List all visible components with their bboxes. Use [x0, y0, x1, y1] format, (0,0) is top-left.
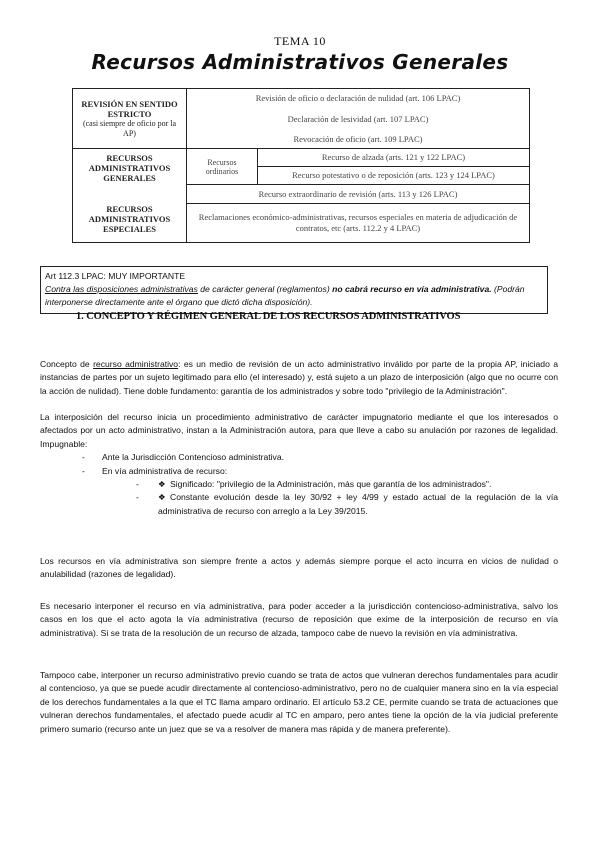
important-note-box [40, 266, 548, 314]
recursos-scheme-table [72, 88, 530, 243]
list-item: - Ante la Jurisdicción Contencioso administrativa. [80, 451, 558, 464]
paragraph-concepto: Concepto de recurso administrativo: es un medio de revisión de un acto administrativo inválido por parte de la propia AP, iniciado a instancias de partes por un sujeto legitimado para ello (el interesado) y, está sujeto a un plazo de interposición (algo que no ocurre con la acción de nulidad). Tiene doble fundamento: garantía de los administrados y sobre todo "privilegio de la Administración". [40, 359, 558, 396]
cell-especiales: Reclamaciones económico-administrativas, recursos especiales en materia de adjudicación de contratos, etc (arts. 112.2 y 4 LPAC) [187, 204, 530, 243]
cell-reposicion: Recurso potestativo o de reposición (arts. 123 y 124 LPAC) [258, 167, 530, 185]
cell-recursos-ordinarios: Recursos ordinarios [187, 149, 258, 185]
row-label-revision: REVISIÓN EN SENTIDO ESTRICTO (casi siempre de oficio por la AP) [73, 89, 187, 149]
cell-revocacion: Revocación de oficio (art. 109 LPAC) [187, 130, 530, 149]
note-heading: Art 112.3 LPAC: MUY IMPORTANTE [45, 271, 186, 281]
cell-lesividad: Declaración de lesividad (art. 107 LPAC) [187, 108, 530, 130]
topic-number: TEMA 10 [274, 34, 326, 48]
list-item: - En vía administrativa de recurso: - ❖ Significado: "privilegio de la Administración, más que garantía de los administrados". - ❖ Constante evolución desde la ley 30/92 + ley 4/99 y estado actual de la regulación de la vía administrativa de recurso con arreglo a la Ley 39/2015. [80, 465, 558, 519]
diamond-icon: ❖ [158, 492, 166, 503]
diamond-icon: ❖ [158, 479, 166, 490]
sub-list [102, 478, 558, 518]
page-title: Recursos Administrativos Generales [91, 50, 509, 74]
paragraph-interposicion: La interposición del recurso inicia un procedimiento administrativo de carácter impugnatorio mediante el que los interesados o afectados por un acto administrativo, instan a la Administración autora, para que lleve a cabo su anulación por razones de legalidad. Impugnable: - Ante la Jurisdicción Contencioso administrativa. - En vía administrativa de recurso: - ❖ Significado: "privilegio de la Administración, más que garantía de los administrados". - ❖ Constante evolución desde la ley 30/92 + ley 4/99 y estado actual de la regulación de la vía administrativa de recurso con arreglo a la Ley 39/2015. [40, 411, 558, 518]
row-label-generales: RECURSOS ADMINISTRATIVOS GENERALES [73, 149, 187, 204]
paragraph-tampoco: Tampoco cabe, interponer un recurso administrativo previo cuando se trata de actos que vulneran derechos fundamentales para acudir al contencioso, ya que se puede acudir directamente al contencioso-administrativo, pero no de cualquier manera sino en la vía especial de los derechos fundamentales a la que el TC llama amparo ordinario. El artículo 53.2 CE, permite cuando se trata de actuaciones que vulneran derechos fundamentales, el afectado puede acudir al TC en amparo, pero antes tiene la opción de la vía judicial preferente primero sumario (recurso ante un juez que se va a resolver de manera mas rápida y de manera preferente). [40, 670, 558, 734]
row-label-especiales: RECURSOS ADMINISTRATIVOS ESPECIALES [73, 204, 187, 243]
list-item: - ❖ Constante evolución desde la ley 30/92 + ley 4/99 y estado actual de la regulación de la vía administrativa de recurso con arreglo a la Ley 39/2015. [142, 491, 558, 518]
cell-alzada: Recurso de alzada (arts. 121 y 122 LPAC) [258, 149, 530, 167]
cell-revision-oficio: Revisión de oficio o declaración de nulidad (art. 106 LPAC) [187, 89, 530, 109]
section-heading: 1. CONCEPTO Y RÉGIMEN GENERAL DE LOS RECURSOS ADMINISTRATIVOS [76, 311, 461, 322]
note-text: Contra las disposiciones administrativas de carácter general (reglamentos) no cabrá recurso en vía administrativa. (Podrán interponerse directamente ante el órgano que dictó dicha disposición). [45, 284, 525, 307]
list-item: - ❖ Significado: "privilegio de la Administración, más que garantía de los administrados". [142, 478, 558, 491]
cell-extraordinario: Recurso extraordinario de revisión (arts. 113 y 126 LPAC) [187, 185, 530, 204]
impugnable-list [40, 451, 558, 518]
paragraph-necesario: Es necesario interponer el recurso en vía administrativa, para poder acceder a la jurisdicción contencioso-administrativa, salvo los casos en los que el acto agota la vía administrativa (recurso de reposición que exime de la interposición de recurso en vía administrativa). Si se trata de la resolución de un recurso de alzada, tampoco cabe de nuevo la revisión en vía administrativa. [40, 601, 558, 638]
paragraph-frente-actos: Los recursos en vía administrativa son siempre frente a actos y además siempre porque el acto incurra en vicios de nulidad o anulabilidad (razones de legalidad). [40, 556, 558, 580]
